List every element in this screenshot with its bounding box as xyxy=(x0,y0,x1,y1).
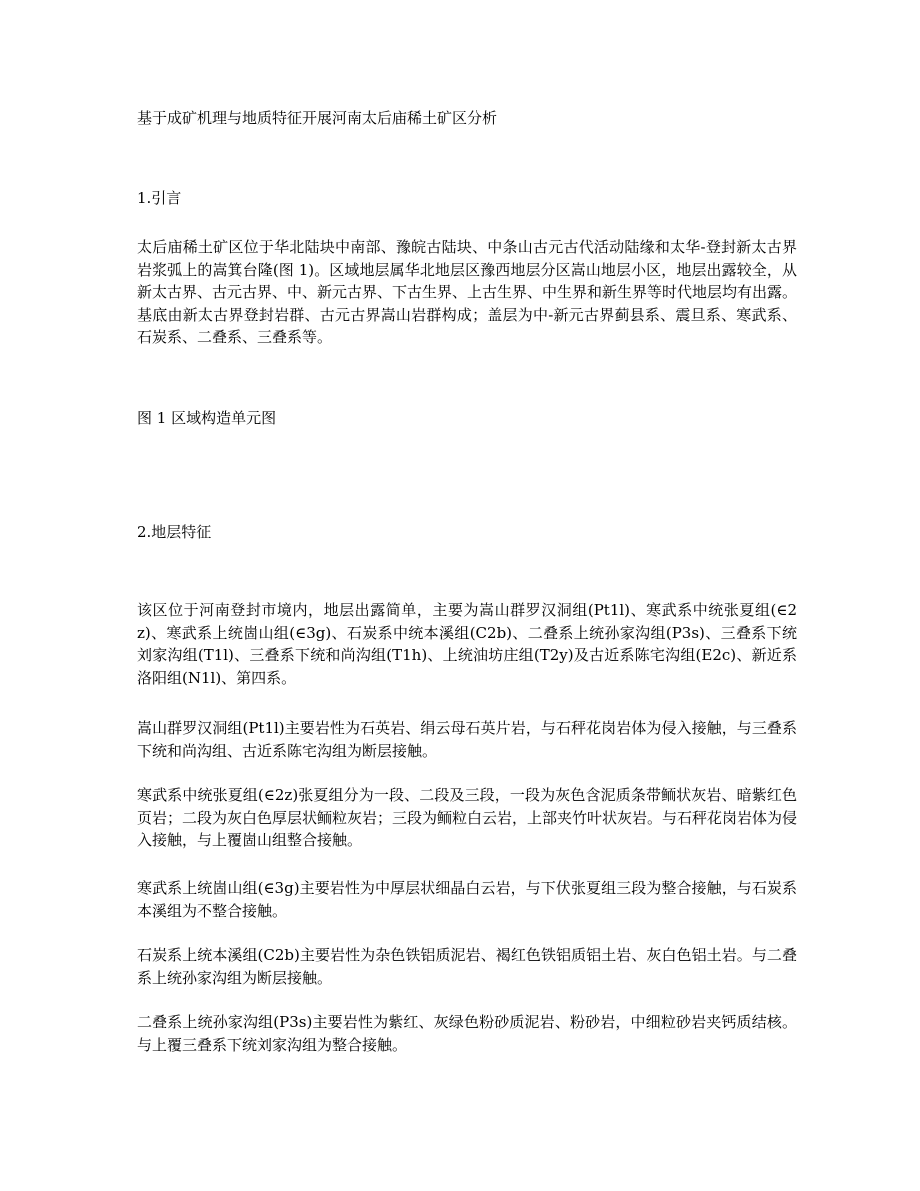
paragraph-strata-overview: 该区位于河南登封市境内，地层出露简单，主要为嵩山群罗汉洞组(Pt1l)、寒武系中统张夏组(∈2z)、寒武系上统崮山组(∈3g)、石炭系中统本溪组(C2b)、二叠系上统孙家沟组(P3s)、三叠系下统刘家沟组(T1l)、三叠系下统和尚沟组(T1h)、上统油坊庄组(T2y)及古近系陈宅沟组(E2c)、新近系洛阳组(N1l)、第四系。 xyxy=(137,601,797,687)
paragraph-gushan-formation: 寒武系上统崮山组(∈3g)主要岩性为中厚层状细晶白云岩，与下伏张夏组三段为整合接触，与石炭系本溪组为不整合接触。 xyxy=(137,879,797,920)
figure-caption: 图 1 区域构造单元图 xyxy=(137,409,277,427)
section-heading-strata: 2.地层特征 xyxy=(137,523,212,541)
section-heading-introduction: 1.引言 xyxy=(137,189,182,207)
paragraph-sunjiagou-formation: 二叠系上统孙家沟组(P3s)主要岩性为紫红、灰绿色粉砂质泥岩、粉砂岩，中细粒砂岩夹钙质结核。与上覆三叠系下统刘家沟组为整合接触。 xyxy=(137,1013,797,1054)
paragraph-benxi-formation: 石炭系上统本溪组(C2b)主要岩性为杂色铁铝质泥岩、褐红色铁铝质铝土岩、灰白色铝土岩。与二叠系上统孙家沟组为断层接触。 xyxy=(137,946,797,987)
paragraph-intro-regional-setting: 太后庙稀土矿区位于华北陆块中南部、豫皖古陆块、中条山古元古代活动陆缘和太华-登封新太古界岩浆弧上的嵩箕台隆(图 1)。区域地层属华北地层区豫西地层分区嵩山地层小区，地层出露较全，从新太古界、古元古界、中、新元古界、下古生界、上古生界、中生界和新生界等时代地层均有出露。基底由新太古界登封岩群、古元古界嵩山岩群构成；盖层为中-新元古界蓟县系、震旦系、寒武系、石炭系、二叠系、三叠系等。 xyxy=(137,238,798,346)
paragraph-zhangxia-formation: 寒武系中统张夏组(∈2z)张夏组分为一段、二段及三段，一段为灰色含泥质条带鲕状灰岩、暗紫红色页岩；二段为灰白色厚层状鲕粒灰岩；三段为鲕粒白云岩，上部夹竹叶状灰岩。与石秤花岗岩体为侵入接触，与上覆崮山组整合接触。 xyxy=(137,786,798,849)
paragraph-luohandong-formation: 嵩山群罗汉洞组(Pt1l)主要岩性为石英岩、绢云母石英片岩，与石秤花岗岩体为侵入接触，与三叠系下统和尚沟组、古近系陈宅沟组为断层接触。 xyxy=(137,719,797,760)
document-title: 基于成矿机理与地质特征开展河南太后庙稀土矿区分析 xyxy=(137,109,498,127)
